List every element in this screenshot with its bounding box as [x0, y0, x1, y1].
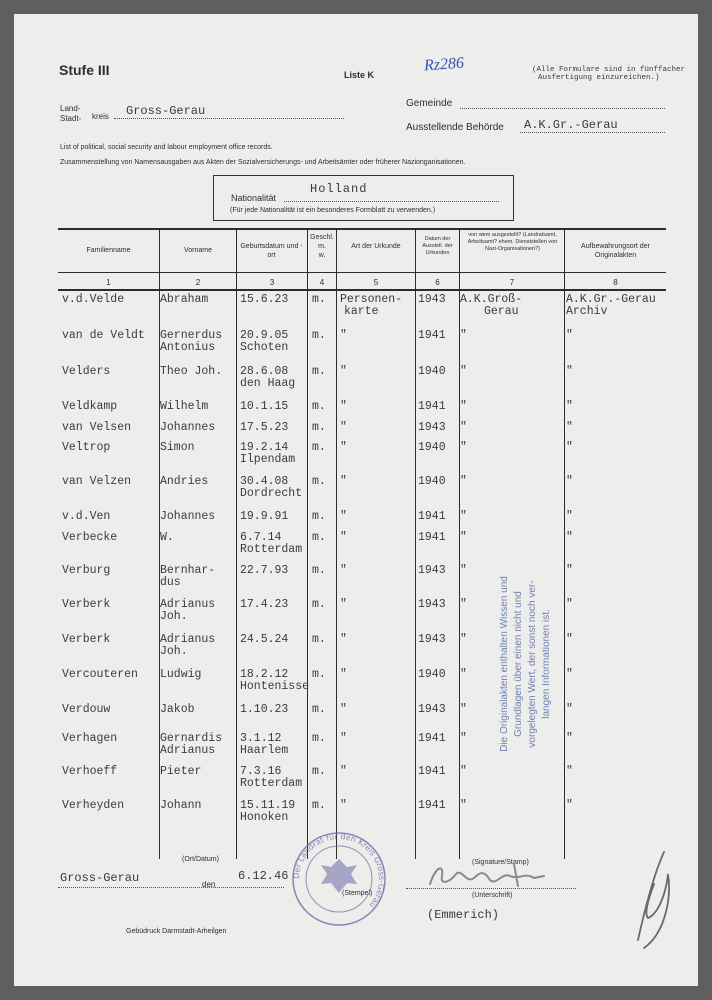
- cell-familienname: Verburg: [62, 564, 111, 577]
- stempel-label: (Stempel): [342, 890, 373, 897]
- nationality-label: Nationalität: [231, 193, 277, 203]
- cell-aussteller: ": [460, 329, 467, 342]
- landkreis-label: [60, 104, 81, 124]
- cell-geburtsdatum: 3.1.12: [240, 732, 282, 745]
- cell-ausstellungsdatum: 1941: [418, 531, 446, 544]
- nationality-line: [284, 201, 499, 202]
- col-header-datum: Datum der Ausstell. der Urkunden: [422, 236, 453, 256]
- col-num-7: 7: [509, 278, 515, 287]
- cell-familienname: van Velzen: [62, 475, 132, 488]
- cell-vorname: Theo Joh.: [160, 365, 223, 378]
- stamp-line-1: Die Originalakten enthalten Wissen und: [499, 576, 510, 752]
- cell-vorname-line2: Joh.: [160, 645, 188, 658]
- stadt-label: Stadt-: [60, 114, 82, 123]
- cell-ausstellungsdatum: 1943: [418, 421, 446, 434]
- seal-ring-text: Der Landrat für den Kreis Gross-Gerau: [291, 831, 387, 910]
- col-num-3: 3: [269, 278, 275, 287]
- col-divider-2: [236, 229, 237, 859]
- printer-note: Gebüdruck Darmstadt-Arheilgen: [126, 928, 227, 935]
- col-num-8: 8: [613, 278, 618, 287]
- col-num-1: 1: [106, 278, 111, 287]
- cell-aussteller: ": [460, 633, 467, 646]
- cell-geburtsdatum: 18.2.12: [240, 668, 289, 681]
- copies-note-line2: Ausfertigung einzureichen.): [538, 74, 660, 82]
- stamp-text: [498, 576, 554, 752]
- table-header-rule: [58, 272, 666, 273]
- cell-aussteller: ": [460, 598, 467, 611]
- behoerde-line: [520, 132, 665, 133]
- liste-label: Liste K: [344, 70, 375, 80]
- col-header-urkunde: Art der Urkunde: [351, 243, 401, 250]
- col-header-aufbewahrung: Aufbewahrungsort der Originalakten: [581, 243, 650, 259]
- cell-urkunde: ": [340, 703, 347, 716]
- cell-geburtsdatum: 17.4.23: [240, 598, 289, 611]
- cell-vorname: Andries: [160, 475, 209, 488]
- cell-geburtsdatum: 1.10.23: [240, 703, 289, 716]
- official-seal-icon: [284, 829, 394, 929]
- subtitle-de: Zusammenstellung von Namensausgaben aus Akten der Sozialversicherungs- und Arbeitsämter oder früherer Nazionganisationen.: [60, 159, 466, 166]
- col-divider-3: [307, 229, 308, 859]
- cell-vorname-line2: Antonius: [160, 341, 216, 354]
- cell-ausstellungsdatum: 1943: [418, 598, 446, 611]
- stamp-line-4: langen Informationen ist.: [541, 609, 552, 719]
- cell-aussteller: ": [460, 799, 467, 812]
- cell-vorname: Simon: [160, 441, 195, 454]
- cell-ausstellungsdatum: 1941: [418, 329, 446, 342]
- cell-urkunde: ": [340, 765, 347, 778]
- cell-aufbewahrungsort: ": [566, 564, 573, 577]
- cell-aufbewahrungsort: ": [566, 799, 573, 812]
- cell-aussteller: ": [460, 365, 467, 378]
- cell-urkunde: ": [340, 400, 347, 413]
- cell-aussteller: ": [460, 475, 467, 488]
- den-label: den: [202, 880, 216, 889]
- cell-geburtsdatum: 19.9.91: [240, 510, 289, 523]
- cell-vorname: Gernardis: [160, 732, 223, 745]
- cell-familienname: Veldkamp: [62, 400, 118, 413]
- col-header-familienname: Familienname: [86, 247, 131, 254]
- gemeinde-line: [460, 108, 665, 109]
- cell-geburtsdatum: 6.7.14: [240, 531, 282, 544]
- col-header-geschlecht: Geschl. m. w.: [310, 234, 334, 259]
- cell-vorname: W.: [160, 531, 174, 544]
- cell-ausstellungsdatum: 1940: [418, 441, 446, 454]
- col-num-5: 5: [373, 278, 379, 287]
- cell-geschlecht: m.: [312, 400, 326, 413]
- cell-geburtsdatum: 17.5.23: [240, 421, 289, 434]
- ort-datum-label: (Ort/Datum): [182, 856, 219, 863]
- cell-ausstellungsdatum: 1943: [418, 293, 446, 306]
- cell-aufbewahrungsort: ": [566, 732, 573, 745]
- cell-geschlecht: m.: [312, 421, 326, 434]
- ort-line: [58, 887, 284, 888]
- cell-geschlecht: m.: [312, 668, 326, 681]
- cell-geschlecht: m.: [312, 510, 326, 523]
- cell-ausstellungsdatum: 1943: [418, 633, 446, 646]
- cell-aussteller: ": [460, 441, 467, 454]
- cell-geb-line2: Rotterdam: [240, 777, 303, 790]
- cell-geschlecht: m.: [312, 732, 326, 745]
- cell-ausstellungsdatum: 1941: [418, 765, 446, 778]
- cell-geburtsdatum: 22.7.93: [240, 564, 289, 577]
- cell-ausstellungsdatum: 1941: [418, 799, 446, 812]
- cell-urkunde: ": [340, 510, 347, 523]
- cell-vorname: Adrianus: [160, 598, 216, 611]
- table-top-rule: [58, 228, 666, 230]
- cell-familienname: Verheyden: [62, 799, 125, 812]
- col-divider-5: [415, 229, 416, 859]
- cell-aussteller: ": [460, 703, 467, 716]
- cell-geb-line2: Dordrecht: [240, 487, 303, 500]
- cell-geschlecht: m.: [312, 531, 326, 544]
- col-header-aussteller: von wem ausgestellt? (Landratsamt, Arbeitsamt? ehem. Dienststellen von Nazi-Organisationen?): [467, 232, 558, 252]
- cell-aufbewahrungsort: ": [566, 703, 573, 716]
- cell-urkunde: ": [340, 598, 347, 611]
- cell-geb-line2: Rotterdam: [240, 543, 303, 556]
- cell-aufbewahrungsort: ": [566, 441, 573, 454]
- cell-art-line2: karte: [344, 305, 379, 318]
- vertical-info-stamp: [476, 544, 576, 794]
- cell-familienname: Veltrop: [62, 441, 111, 454]
- ort-value: Gross-Gerau: [60, 871, 140, 885]
- cell-urkunde: Personen-: [340, 293, 403, 306]
- handwritten-reference: Rz286: [423, 54, 465, 75]
- cell-geb-line2: Honoken: [240, 811, 289, 824]
- kreis-label: kreis: [92, 112, 109, 121]
- cell-geburtsdatum: 15.11.19: [240, 799, 296, 812]
- cell-aufbewahrungsort: ": [566, 531, 573, 544]
- cell-geschlecht: m.: [312, 564, 326, 577]
- stamp-line-2: Grundlagen über einen nicht und: [513, 591, 524, 737]
- cell-geburtsdatum: 15.6.23: [240, 293, 289, 306]
- col-header-vorname: Vorname: [183, 247, 213, 254]
- cell-ausstellungsdatum: 1943: [418, 564, 446, 577]
- cell-aufbewahrungsort: ": [566, 475, 573, 488]
- cell-aussteller: ": [460, 668, 467, 681]
- cell-vorname: Pieter: [160, 765, 202, 778]
- cell-vorname: Gernerdus: [160, 329, 223, 342]
- cell-familienname: van Velsen: [62, 421, 132, 434]
- cell-ausstellungsdatum: 1940: [418, 365, 446, 378]
- cell-familienname: v.d.Ven: [62, 510, 111, 523]
- cell-aufbewahrungsort: ": [566, 668, 573, 681]
- cell-vorname: Abraham: [160, 293, 209, 306]
- cell-geschlecht: m.: [312, 329, 326, 342]
- cell-urkunde: ": [340, 365, 347, 378]
- cell-familienname: Verberk: [62, 633, 111, 646]
- cell-vorname-line2: dus: [160, 576, 181, 589]
- cell-geschlecht: m.: [312, 703, 326, 716]
- cell-familienname: v.d.Velde: [62, 293, 125, 306]
- cell-aussteller: ": [460, 564, 467, 577]
- cell-urkunde: ": [340, 668, 347, 681]
- cell-geb-line2: Haarlem: [240, 744, 289, 757]
- cell-urkunde: ": [340, 633, 347, 646]
- cell-aufbewahrungsort: ": [566, 598, 573, 611]
- cell-geschlecht: m.: [312, 475, 326, 488]
- nationality-note: (Für jede Nationalität ist ein besonderes Formblatt zu verwenden.): [230, 207, 436, 214]
- cell-aufbewahrungsort: ": [566, 365, 573, 378]
- cell-vorname: Johannes: [160, 421, 216, 434]
- behoerde-value: A.K.Gr.-Gerau: [524, 118, 618, 132]
- cell-geburtsdatum: 24.5.24: [240, 633, 289, 646]
- cell-aufbewahrungsort: ": [566, 329, 573, 342]
- signature-scribble-icon: [422, 856, 572, 896]
- land-label: Land-: [60, 104, 81, 113]
- cell-aussteller: ": [460, 400, 467, 413]
- cell-geburtsdatum: 19.2.14: [240, 441, 289, 454]
- col-header-geburt: Geburtsdatum und -ort: [240, 243, 303, 259]
- cell-geb-line2: Ilpendam: [240, 453, 296, 466]
- cell-aufbewahrungsort: ": [566, 633, 573, 646]
- cell-vorname: Wilhelm: [160, 400, 209, 413]
- cell-urkunde: ": [340, 799, 347, 812]
- col-divider-4: [336, 229, 337, 859]
- gemeinde-label: Gemeinde: [406, 98, 453, 109]
- cell-geschlecht: m.: [312, 365, 326, 378]
- pencil-mark-icon: [624, 844, 684, 954]
- cell-vorname: Johannes: [160, 510, 216, 523]
- cell-geburtsdatum: 10.1.15: [240, 400, 289, 413]
- cell-aussteller: ": [460, 732, 467, 745]
- cell-aussteller: A.K.Groß-: [460, 293, 523, 306]
- cell-aussteller: ": [460, 421, 467, 434]
- cell-familienname: van de Veldt: [62, 329, 145, 342]
- signature-label: (Signature/Stamp): [472, 859, 529, 866]
- copies-note: [532, 66, 685, 82]
- cell-vorname: Ludwig: [160, 668, 202, 681]
- copies-note-line1: (Alle Formulare sind in fünffacher: [532, 66, 686, 74]
- cell-aufbewahrungsort: ": [566, 765, 573, 778]
- cell-vorname: Johann: [160, 799, 202, 812]
- cell-ort-line2: Archiv: [566, 305, 608, 318]
- cell-urkunde: ": [340, 421, 347, 434]
- cell-aussteller: ": [460, 531, 467, 544]
- cell-vorname: Bernhar-: [160, 564, 216, 577]
- cell-geb-line2: Schoten: [240, 341, 289, 354]
- cell-ausstellungsdatum: 1941: [418, 400, 446, 413]
- cell-ausstellungsdatum: 1941: [418, 732, 446, 745]
- cell-geschlecht: m.: [312, 598, 326, 611]
- cell-vorname-line2: Joh.: [160, 610, 188, 623]
- cell-vorname: Jakob: [160, 703, 195, 716]
- cell-urkunde: ": [340, 564, 347, 577]
- landkreis-value: Gross-Gerau: [126, 104, 206, 118]
- cell-aussteller: ": [460, 510, 467, 523]
- cell-geburtsdatum: 28.6.08: [240, 365, 289, 378]
- cell-geb-line2: Hontenisse: [240, 680, 310, 693]
- stufe-label: Stufe III: [59, 62, 110, 78]
- cell-geschlecht: m.: [312, 765, 326, 778]
- cell-aufbewahrungsort: ": [566, 421, 573, 434]
- cell-aussteller: ": [460, 765, 467, 778]
- cell-geburtsdatum: 7.3.16: [240, 765, 282, 778]
- unterschrift-label: (Unterschrift): [472, 892, 513, 899]
- cell-familienname: Verhagen: [62, 732, 118, 745]
- cell-urkunde: ": [340, 531, 347, 544]
- cell-ausstellungsdatum: 1943: [418, 703, 446, 716]
- cell-familienname: Verberk: [62, 598, 111, 611]
- col-num-4: 4: [319, 278, 325, 287]
- cell-ausstellungsdatum: 1940: [418, 475, 446, 488]
- behoerde-label: Ausstellende Behörde: [406, 122, 504, 133]
- cell-wem-line2: Gerau: [484, 305, 519, 318]
- cell-urkunde: ": [340, 732, 347, 745]
- datum-value: 6.12.46: [238, 869, 289, 883]
- cell-familienname: Verbecke: [62, 531, 118, 544]
- stamp-line-3: vorgelegten Wert, der sonst noch ver-: [527, 580, 538, 748]
- cell-vorname: Adrianus: [160, 633, 216, 646]
- cell-geschlecht: m.: [312, 799, 326, 812]
- landkreis-line: [114, 118, 344, 119]
- cell-geburtsdatum: 20.9.05: [240, 329, 289, 342]
- cell-geschlecht: m.: [312, 633, 326, 646]
- table-num-rule: [58, 289, 666, 291]
- cell-familienname: Velders: [62, 365, 111, 378]
- cell-aufbewahrungsort: A.K.Gr.-Gerau: [566, 293, 656, 306]
- cell-ausstellungsdatum: 1940: [418, 668, 446, 681]
- cell-urkunde: ": [340, 475, 347, 488]
- cell-familienname: Verdouw: [62, 703, 111, 716]
- cell-geb-line2: den Haag: [240, 377, 296, 390]
- signer-name: (Emmerich): [427, 908, 500, 922]
- cell-familienname: Vercouteren: [62, 668, 138, 681]
- cell-aufbewahrungsort: ": [566, 400, 573, 413]
- cell-vorname-line2: Adrianus: [160, 744, 216, 757]
- col-num-6: 6: [435, 278, 440, 287]
- form-sheet: [14, 14, 698, 986]
- cell-urkunde: ": [340, 329, 347, 342]
- cell-geschlecht: m.: [312, 293, 326, 306]
- subtitle-en: List of political, social security and labour employment office records.: [60, 144, 273, 151]
- cell-familienname: Verhoeff: [62, 765, 118, 778]
- cell-geschlecht: m.: [312, 441, 326, 454]
- cell-ausstellungsdatum: 1941: [418, 510, 446, 523]
- col-num-2: 2: [195, 278, 201, 287]
- nationality-value: Holland: [310, 182, 368, 196]
- cell-aufbewahrungsort: ": [566, 510, 573, 523]
- cell-geburtsdatum: 30.4.08: [240, 475, 289, 488]
- cell-urkunde: ": [340, 441, 347, 454]
